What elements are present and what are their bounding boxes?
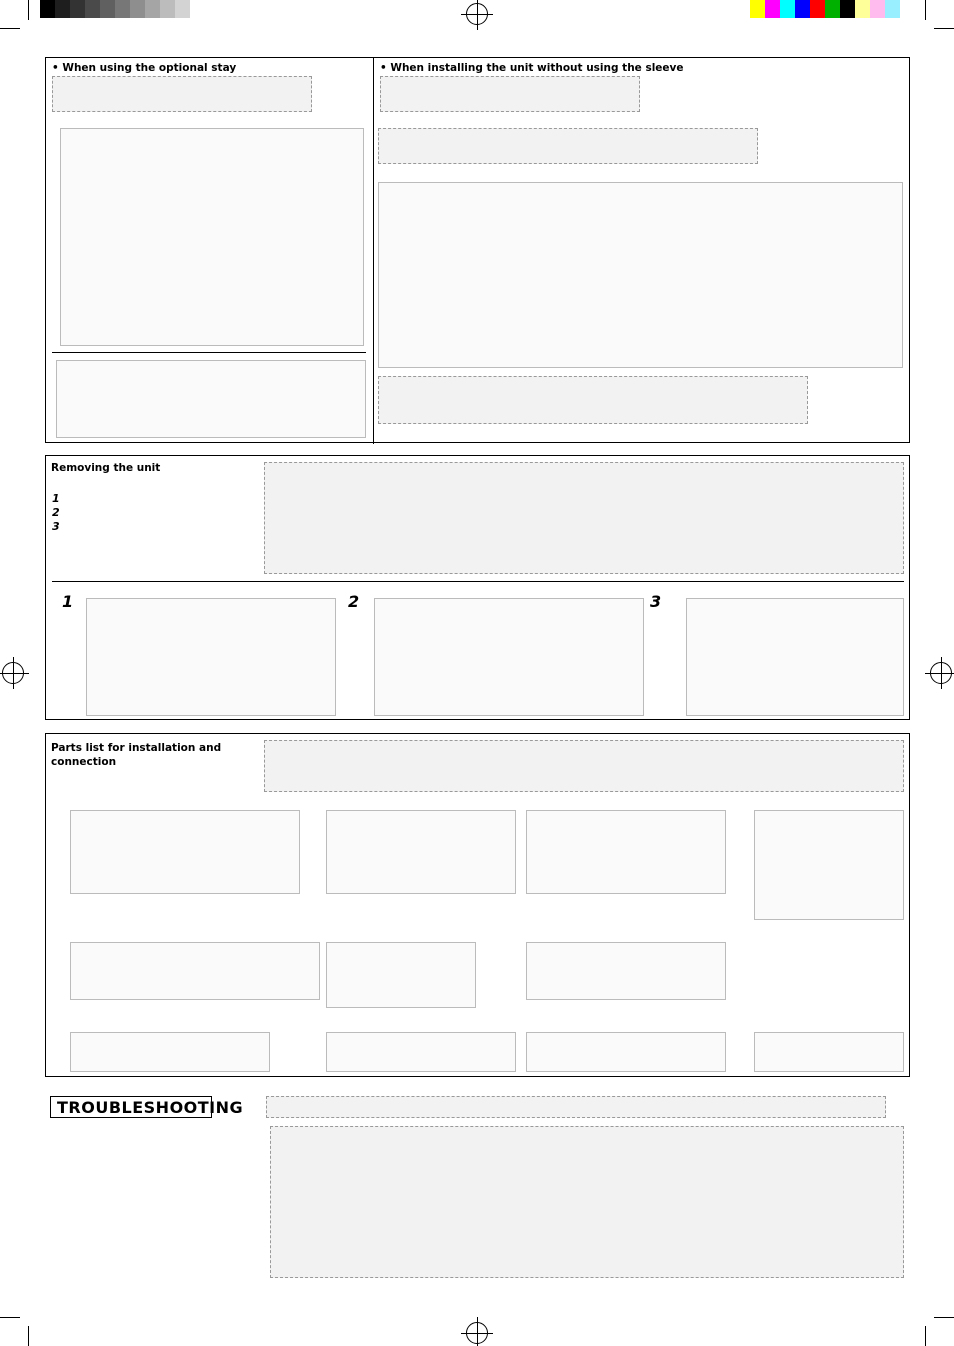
- troubleshooting-title-multilingual: [266, 1096, 886, 1118]
- crosshair-circle-icon: [466, 1322, 488, 1344]
- color-swatch: [810, 0, 825, 18]
- crop-mark: [0, 1317, 20, 1318]
- section-divider: [52, 352, 366, 353]
- stay-title-en: • When using the optional stay: [52, 62, 237, 74]
- color-swatch: [160, 0, 175, 18]
- color-swatch: [55, 0, 70, 18]
- color-swatch: [780, 0, 795, 18]
- washer-part: [326, 1032, 516, 1072]
- sleeve-installation-figure: [378, 182, 903, 368]
- step-number: 1: [52, 492, 60, 505]
- sleeve-part: [326, 810, 516, 894]
- crop-mark: [0, 28, 20, 29]
- troubleshooting-text-multilingual: [270, 1126, 904, 1278]
- color-swatch: [145, 0, 160, 18]
- trim-plate-removal-figure: [374, 598, 644, 716]
- hard-case-part: [70, 810, 300, 894]
- crosshair-circle-icon: [2, 662, 24, 684]
- crop-mark: [925, 1326, 926, 1346]
- color-swatch: [115, 0, 130, 18]
- color-swatch: [870, 0, 885, 18]
- crop-mark: [28, 1326, 29, 1346]
- section-divider: [52, 581, 904, 582]
- color-swatch: [750, 0, 765, 18]
- sleeve-description: [378, 128, 758, 164]
- troubleshooting-title-en: TROUBLESHOOTING: [50, 1096, 212, 1118]
- installation-panel: [45, 57, 910, 443]
- rubber-cushion-part: [70, 1032, 270, 1072]
- parts-panel: [45, 733, 910, 1077]
- remote-control-part: [754, 810, 904, 920]
- figure-number: 1: [62, 592, 74, 611]
- crop-mark: [934, 28, 954, 29]
- column-divider: [373, 58, 374, 444]
- lock-nut-part: [526, 1032, 726, 1072]
- handle-removal-figure: [686, 598, 904, 716]
- color-swatch: [100, 0, 115, 18]
- trim-plate-part: [526, 810, 726, 894]
- handles-part: [326, 942, 476, 1008]
- color-swatch: [765, 0, 780, 18]
- crop-mark: [925, 0, 926, 20]
- angle-figure: [56, 360, 366, 438]
- color-swatch: [900, 0, 915, 18]
- stay-installation-figure: [60, 128, 364, 346]
- color-swatch: [130, 0, 145, 18]
- sleeve-notes: [378, 376, 808, 424]
- color-swatch: [855, 0, 870, 18]
- color-swatch: [70, 0, 85, 18]
- control-panel-removal-figure: [86, 598, 336, 716]
- removing-title-en: Removing the unit: [51, 462, 161, 474]
- removing-text-multilingual: [264, 462, 904, 574]
- color-swatch: [885, 0, 900, 18]
- color-swatch: [85, 0, 100, 18]
- crosshair-circle-icon: [930, 662, 952, 684]
- battery-part: [754, 1032, 904, 1072]
- color-swatch: [795, 0, 810, 18]
- color-swatch: [840, 0, 855, 18]
- power-cord-part: [70, 942, 320, 1000]
- sleeve-title-en: • When installing the unit without using the sleeve: [380, 62, 684, 74]
- removing-steps-en: [52, 492, 60, 533]
- color-swatch: [40, 0, 55, 18]
- crosshair-circle-icon: [466, 3, 488, 25]
- grayscale-bar: [40, 0, 190, 18]
- stay-title-multilingual: [52, 76, 312, 112]
- removing-panel: [45, 455, 910, 720]
- figure-number: 3: [650, 592, 662, 611]
- color-bar: [750, 0, 915, 18]
- step-number: 3: [52, 519, 60, 533]
- step-number: 2: [52, 505, 60, 519]
- color-swatch: [825, 0, 840, 18]
- parts-title-en: Parts list for installation and connection: [51, 742, 222, 768]
- mounting-bolt-part: [526, 942, 726, 1000]
- sleeve-title-multilingual: [380, 76, 640, 112]
- color-swatch: [175, 0, 190, 18]
- crop-mark: [28, 0, 29, 20]
- figure-number: 2: [348, 592, 360, 611]
- crop-mark: [934, 1317, 954, 1318]
- parts-text-multilingual: [264, 740, 904, 792]
